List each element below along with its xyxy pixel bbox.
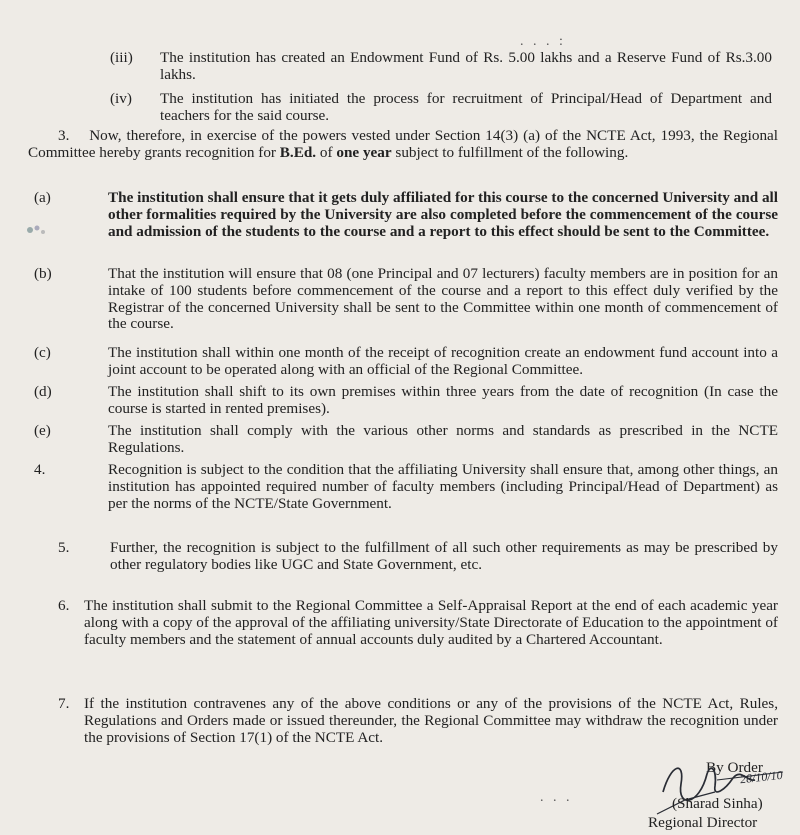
item-iii-text: The institution has created an Endowment Fund of Rs. 5.00 lakhs and a Reserve Fund of Rs.3.00 lakhs. xyxy=(160,49,772,83)
paragraph-4-label: 4. xyxy=(34,461,46,478)
condition-label-b: (b) xyxy=(34,265,52,282)
condition-b-text: That the institution will ensure that 08 (one Principal and 07 lecturers) faculty members are in position for an intake of 100 students before commencement of the course and a report to this effect duly verified by the Registrar of the concerned University shall be sent to the Committee within one month of commencement of the course. xyxy=(108,265,778,333)
condition-label-d: (d) xyxy=(34,383,52,400)
condition-label-a: (a) xyxy=(34,189,51,206)
paragraph-5-text: Further, the recognition is subject to the fulfillment of all such other requirements as may be prescribed by other regulatory bodies like UGC and State Government, etc. xyxy=(110,539,778,573)
paragraph-7-label: 7. xyxy=(58,695,70,712)
paragraph-6-label: 6. xyxy=(58,597,70,614)
item-label-iv: (iv) xyxy=(110,90,132,107)
condition-c-text: The institution shall within one month of the receipt of recognition create an endowment fund account into a joint account to be operated along with an official of the Regional Committee. xyxy=(108,344,778,378)
paragraph-4-text: Recognition is subject to the condition that the affiliating University shall ensure that, among other things, an institution has appointed required number of faculty members (including Principal/Head of Department) as per the norms of the NCTE/State Government. xyxy=(108,461,778,512)
course-duration: one year xyxy=(336,143,392,161)
header-dots: . . . : xyxy=(520,34,566,49)
ink-smudge-mark xyxy=(22,222,52,238)
signatory-name: (Sharad Sinha) xyxy=(672,795,763,812)
item-iv-text: The institution has initiated the process for recruitment of Principal/Head of Department and teachers for the said course. xyxy=(160,90,772,124)
paragraph-7-text: If the institution contravenes any of the above conditions or any of the provisions of the NCTE Act, Rules, Regulations and Orders made or issued thereunder, the Regional Committee may withdraw the recognition under the provisions of Section 17(1) of the NCTE Act. xyxy=(84,695,778,746)
condition-e-text: The institution shall comply with the various other norms and standards as prescribed in the NCTE Regulations. xyxy=(108,422,778,456)
item-label-iii: (iii) xyxy=(110,49,133,66)
course-name: B.Ed. xyxy=(279,143,317,161)
paragraph-3-label: 3. xyxy=(58,127,70,144)
signatory-designation: Regional Director xyxy=(648,814,758,831)
condition-d-text: The institution shall shift to its own premises within three years from the date of recognition (In case the course is started in rented premises). xyxy=(108,383,778,417)
paragraph-6-text: The institution shall submit to the Regional Committee a Self-Appraisal Report at the end of each academic year along with a copy of the approval of the affiliating university/State Directorate of Education to the appointment of faculty members and the statement of annual accounts duly audited by a Chartered Accountant. xyxy=(84,597,778,648)
paragraph-5-label: 5. xyxy=(58,539,70,556)
footer-dots: . . . xyxy=(540,790,573,805)
by-order-text: By Order xyxy=(706,759,763,776)
condition-a-text: The institution shall ensure that it gets duly affiliated for this course to the concerned University and all other formalities required by the University are also completed before the commencement of the course and admission of the students to the course and a report to this effect should be sent to the Committee. xyxy=(108,189,778,240)
paragraph-3: 3. Now, therefore, in exercise of the powers vested under Section 14(3) (a) of the NCTE Act, 1993, the Regional Committee hereby grants recognition for B.Ed. of one year subject to fulfillment of the following. xyxy=(28,127,778,161)
signature-date: 28/10/10 xyxy=(739,767,784,787)
condition-label-c: (c) xyxy=(34,344,51,361)
condition-label-e: (e) xyxy=(34,422,51,439)
